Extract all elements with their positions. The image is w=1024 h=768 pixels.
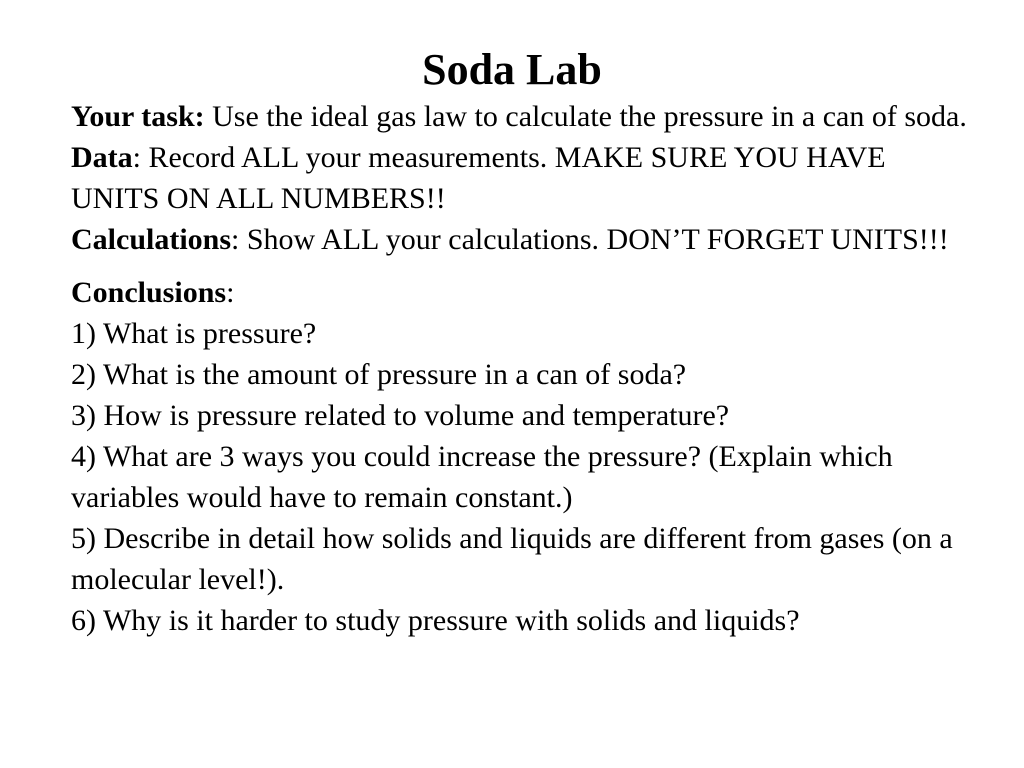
task-paragraph: [71, 96, 971, 137]
conclusions-heading: [71, 272, 971, 313]
slide-body: [71, 96, 971, 641]
calculations-label: Calculations: [71, 223, 232, 256]
conclusions-suffix: :: [226, 276, 235, 309]
page-title: Soda Lab: [422, 45, 602, 94]
conclusion-question-3: 3) How is pressure related to volume and temperature?: [71, 399, 730, 432]
task-text: Use the ideal gas law to calculate the pressure in a can of soda.: [204, 100, 967, 133]
conclusions-label: Conclusions: [71, 276, 227, 309]
data-paragraph: [71, 137, 971, 219]
conclusion-question-2: 2) What is the amount of pressure in a can of soda?: [71, 358, 687, 391]
conclusion-question-5: 5) Describe in detail how solids and liquids are different from gases (on a molecular level!).: [71, 522, 953, 596]
conclusion-question-4: 4) What are 3 ways you could increase the pressure? (Explain which variables would have to remain constant.): [71, 440, 893, 514]
conclusion-question-6: 6) Why is it harder to study pressure with solids and liquids?: [71, 604, 800, 637]
data-text: : Record ALL your measurements. MAKE SURE YOU HAVE UNITS ON ALL NUMBERS!!: [71, 141, 886, 215]
section-spacer: [71, 260, 971, 272]
calculations-paragraph: [71, 219, 971, 260]
task-label: Your task:: [71, 100, 205, 133]
conclusion-question-1: 1) What is pressure?: [71, 317, 317, 350]
data-label: Data: [71, 141, 133, 174]
calculations-text: : Show ALL your calculations. DON’T FORGET UNITS!!!: [231, 223, 949, 256]
